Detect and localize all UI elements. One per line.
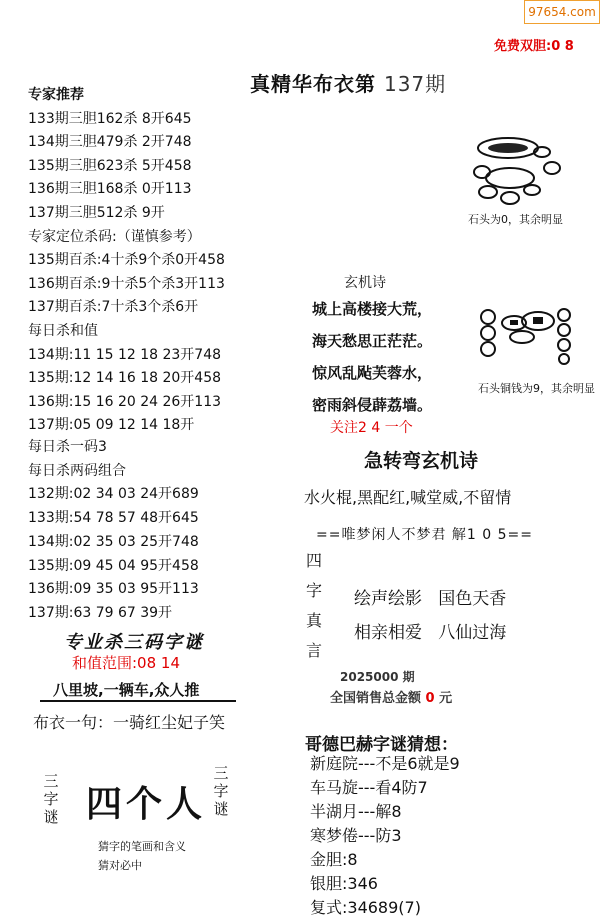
- list-item: 金胆:8: [310, 850, 358, 869]
- side-char: 字: [213, 782, 229, 800]
- title-text: 真精华布衣第: [250, 72, 376, 96]
- list-item: 137期:05 09 12 14 18开: [28, 417, 195, 434]
- expert-header: 专家推荐: [28, 87, 84, 103]
- list-item: 136期三胆168杀 0开113: [28, 181, 192, 198]
- list-item: 136期百杀:9十杀5个杀3开113: [28, 275, 225, 292]
- stone-caption: 石头为0，其余明显: [468, 213, 563, 226]
- list-item: 寒梦倦---防3: [310, 826, 402, 845]
- poem-line: 密雨斜侵薜荔墙。: [312, 396, 433, 414]
- list-item: 银胆:346: [310, 874, 378, 893]
- sales-prefix: 全国销售总金额: [330, 691, 422, 706]
- kill-header: 专家定位杀码:（谨慎参考）: [28, 228, 201, 245]
- phrase: 相亲相爱: [354, 623, 422, 643]
- phrase: 八仙过海: [438, 623, 507, 643]
- list-item: 新庭院---不是6就是9: [310, 754, 460, 773]
- side-char: 三: [213, 764, 229, 782]
- list-item: 136期:09 35 03 95开113: [28, 581, 199, 598]
- phrase: 绘声绘影: [354, 589, 422, 609]
- dream-line: ==唯梦闲人不梦君 解1 0 5==: [316, 527, 533, 543]
- guess-note: 猜对必中: [98, 859, 142, 872]
- daily-two-header: 每日杀两码组合: [28, 462, 126, 479]
- expert-section: [28, 84, 225, 438]
- sales-total: [330, 687, 452, 706]
- daily-one-kill: 每日杀一码3: [28, 439, 107, 455]
- page-title: [250, 68, 446, 97]
- list-item: 132期:02 34 03 24开689: [28, 486, 199, 503]
- daily-two-section: [28, 436, 199, 626]
- list-item: 135期三胆623杀 5开458: [28, 157, 192, 174]
- vert-char: 字: [306, 581, 323, 600]
- phrase-row: [354, 584, 506, 609]
- list-item: 137期百杀:7十杀3个杀6开: [28, 299, 199, 316]
- sales-unit: 元: [439, 691, 453, 706]
- issue-number: 137期: [383, 72, 447, 96]
- list-item: 134期:02 35 03 25开748: [28, 533, 199, 550]
- side-char: 三: [43, 772, 59, 790]
- follow-note: 关注2 4 一个: [330, 420, 413, 436]
- site-watermark: 97654.com: [524, 0, 600, 24]
- list-item: 136期:15 16 20 24 26开113: [28, 393, 222, 410]
- phrase-row: [354, 618, 506, 643]
- list-item: 135期:12 14 16 18 20开458: [28, 370, 222, 387]
- side-char: 谜: [213, 800, 229, 818]
- pro-title: 专业杀三码字谜: [64, 632, 204, 653]
- coin-caption: 石头铜钱为9，其余明显: [478, 382, 595, 395]
- vert-char: 四: [306, 551, 323, 570]
- list-item: 车马旋---看4防7: [310, 778, 428, 797]
- list-item: 137期:63 79 67 39开: [28, 604, 173, 621]
- side-char: 字: [43, 790, 59, 808]
- list-item: 半湖月---解8: [310, 802, 402, 821]
- list-item: 135期百杀:4十杀9个杀0开458: [28, 252, 225, 269]
- poem-line: 海天愁思正茫茫。: [312, 332, 433, 350]
- sales-issue: 2025000 期: [340, 670, 415, 684]
- four-word-label: [306, 546, 322, 666]
- free-double-label: 免费双胆:0 8: [494, 39, 574, 54]
- four-people: 四个人: [86, 784, 207, 825]
- side-label-right: [212, 764, 230, 818]
- side-char: 谜: [43, 808, 59, 826]
- list-item: 134期:11 15 12 18 23开748: [28, 346, 222, 363]
- list-item: 133期:54 78 57 48开645: [28, 510, 199, 527]
- coin-picture: [478, 305, 588, 365]
- list-item: 137期三胆512杀 9开: [28, 204, 165, 221]
- guess-note: 猜字的笔画和含义: [98, 840, 186, 853]
- side-label-left: [42, 772, 60, 826]
- vert-char: 真: [306, 611, 323, 630]
- goldbach-list: [310, 752, 460, 920]
- riddle-line: 八里坡,一辆车,众人推: [53, 681, 200, 699]
- phrase: 国色天香: [438, 589, 507, 609]
- turn-line: 水火棍,黑配红,喊堂威,不留情: [304, 488, 512, 507]
- buyi-line: 布衣一句：一骑红尘妃子笑: [33, 713, 226, 732]
- turn-title: 急转弯玄机诗: [364, 450, 479, 472]
- list-item: 复式:34689(7): [310, 898, 421, 917]
- divider: [40, 700, 236, 702]
- poem-title: 玄机诗: [344, 275, 386, 291]
- goldbach-title: 哥德巴赫字谜猜想：: [305, 735, 458, 755]
- list-item: 135期:09 45 04 95开458: [28, 557, 199, 574]
- list-item: 133期三胆162杀 8开645: [28, 110, 192, 127]
- poem-line: 惊风乱飐芙蓉水，: [312, 364, 433, 382]
- list-item: 134期三胆479杀 2开748: [28, 134, 192, 151]
- sum-range: 和值范围:08 14: [72, 654, 180, 672]
- poem-line: 城上高楼接大荒，: [312, 300, 433, 318]
- sales-amount: 0: [425, 691, 435, 706]
- stone-picture: [470, 130, 565, 210]
- stone-core: [488, 143, 528, 153]
- poem-lines: [312, 293, 432, 421]
- daily-header: 每日杀和值: [28, 322, 98, 339]
- vert-char: 言: [306, 641, 323, 660]
